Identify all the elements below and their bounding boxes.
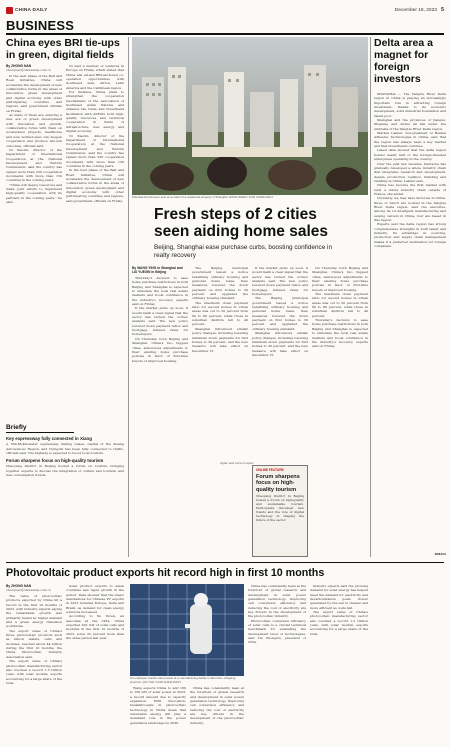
delta-paragraph: SHANGHAI — The Yangtze River Delta region in China is playing an increasingly important role in attracting foreign investment, thanks to its economic development, solid industrial foundation and talent pool. — [374, 92, 446, 118]
page-number: 5 — [440, 7, 444, 13]
feature-tag: ONLINE FEATURE — [256, 468, 284, 472]
bri-email: zhongnan@chinadaily.com.cn — [6, 68, 51, 72]
solar-paragraph: China has consistently been at the forefront of global research and development in solar power generation technology. Improving cell conversion efficiency and reducing the cost of electricity are key drivers in the development of the photovoltaic industry. — [248, 584, 306, 619]
delta-paragraph: Latest data showed that the delta region hosted nearly half of the foreign-invested enterprises operating in the country. — [374, 148, 446, 162]
main-column-4 — [312, 266, 368, 558]
bri-paragraph: Ni Xiaolin, director of the Department of International Cooperation at the National Development and Reform Commission, said the country has signed more than 230 cooperation documents with more than 150 countries in the coming years. — [66, 133, 124, 168]
bri-headline: China eyes BRI tie-ups in green, digital fields — [6, 37, 120, 61]
main-deck: Beijing, Shanghai ease purchase curbs, boosting confidence in realty recovery — [154, 244, 332, 259]
column-divider — [370, 37, 371, 557]
logo-mark-icon — [6, 7, 13, 14]
solar-headline: Photovoltaic product exports hit record high in first 10 months — [6, 567, 325, 579]
delta-paragraph: China has become the first market with such a whole industry chain outside of France, she added. — [374, 183, 446, 196]
main-byline: By WANG YING in Shanghai and LIU YUEXIN in Beijing — [132, 266, 183, 274]
main-paragraph: If the market picks up soon, it would mark a clear signal that the sector has turned the corner, analysts said. The new policy lowered down payment ratios and mortgage interest rates for homebuyers. — [252, 266, 308, 297]
delta-headline: Delta area a magnet for foreign investors — [374, 37, 433, 85]
brief-headline: Forum sharpens focus on high-quality tourism — [6, 458, 104, 464]
bri-column-1 — [6, 64, 62, 419]
main-paragraph: The Beijing municipal government issued a notice redefining ordinary housing and personal home loans. New measures lowered the down payment on first homes to 30 percent and upgraded the ordinary housing standard. — [252, 296, 308, 331]
main-paragraph: Thursday's decision to ease home purchase restrictions in both Beijing and Shanghai is expected to stimulate the local real estate markets and boost confidence in the industry's recovery, experts said on Friday. — [312, 318, 368, 349]
solar-paragraph: The export value of China's photovoltaic manufacturing sector also touched a record 1.5 trillion yuan, with solar module exports accounting for a large share of the total. — [310, 610, 368, 636]
bri-paragraph: In the next phase of the Belt and Road Initiative, China will accelerate the development of new collaborative forms in the areas of innovation, green development and digital economy with other participating countries and regions, said government officials on Friday. — [6, 74, 62, 113]
section-title: BUSINESS — [6, 18, 75, 33]
column-divider — [128, 37, 129, 557]
delta-paragraph: Markus Lakner, vice-president of Henkel Adhesive Technologies in China, said that the region has always been a key market and that investments continue. — [374, 131, 446, 149]
solar-column-2 — [66, 584, 124, 744]
brief-headline: Key expressway fully connected in Xiang — [6, 436, 92, 441]
solar-email: zhongnan@chinadaily.com.cn — [6, 588, 51, 592]
feature-box[interactable] — [252, 465, 308, 557]
main-column-2 — [192, 266, 248, 558]
issue-date: December 18, 2023 — [394, 7, 437, 13]
brief-body: A 369.86-kilometer expressway linking Lhasa, capital of the Xizang Autonomous Region, and Nyingchi has been fully connected to traffic, officials said. The highway is expected to boost local tourism. — [6, 442, 124, 455]
delta-paragraph: Currently, we may have factories in China, three of which are located in the Yangtze River Delta region, said one executive. Among its 14 intelligent manufacturing and sewing centers in China, four are based in this region. — [374, 196, 446, 222]
solar-panel-photo — [130, 584, 244, 676]
feature-title: Forum sharpens focus on high-quality tourism — [256, 474, 300, 493]
paper-logo — [6, 7, 48, 14]
solar-paragraph: The value of photovoltaic products exported by China hit a record in the first 10 months of 2023, with industry experts saying the remarkable growth was primarily fueled by higher demand and a green energy transition worldwide. — [6, 594, 62, 629]
header-rule — [6, 33, 444, 35]
solar-photo — [130, 584, 244, 676]
solar-column-3 — [130, 686, 186, 744]
solar-photo-caption: An employee checks solar panels at a manufacturing facility in Wenzhou, Zhejiang province. QIU YAN / FOR CHINA DAILY — [130, 676, 236, 684]
solar-paragraph: Solar product exports to Asian countries saw rapid growth in the period. Data showed that the major destinations for Chinese PV exports in 2023 included Europe, India and Brazil, as demand for clean energy solutions increased. — [66, 584, 124, 615]
briefly-label: Briefly — [6, 424, 27, 431]
delta-paragraph: Over the past few decades, Deutsche has gradually developed a whole industry chain that integrates research and development, design, production, logistics, branding and retailing in China, Lakner said. — [374, 161, 446, 183]
masthead — [6, 4, 444, 16]
main-paragraph: Thursday's decision to ease home purchase restrictions in both Beijing and Shanghai is expected to stimulate the local real estate markets and boost confidence in the industry's recovery, experts said on Friday. — [132, 276, 188, 307]
main-paragraph: The maximum down payment ratio for second homes in urban areas was cut to 50 percent from 60 to 80 percent, while those in suburban districts fell to 40 percent. — [312, 292, 368, 318]
delta-paragraph: Shanghai and the provinces of Jiangsu, Zhejiang and Anhui all fall under the umbrella of the Yangtze River Delta region. — [374, 118, 446, 131]
main-photo-caption: Potential homebuyers look at a model of a residential property in Shanghai. HONG ZHEN / FOR CHINA DAILY — [132, 195, 274, 199]
briefly-rule — [6, 432, 74, 433]
solar-column-4 — [190, 686, 244, 744]
delta-column — [374, 92, 446, 558]
solar-column-6 — [310, 584, 368, 744]
bri-paragraph: In the next phase of the Belt and Road Initiative, China will accelerate the development of new collaborative forms in the areas of innovation, green development and digital economy with other participating countries and regions, said government officials on Friday. — [66, 168, 124, 203]
delta-paragraph: Experts said the delta region has strong comprehensive strengths in both talent and industry. Its advantage in sourcing, production and supply chain management makes it a preferred destination for foreign companies. — [374, 222, 446, 249]
bri-paragraph: For instance, China plans to strengthen the cooperation mechanisms of the Association of Southeast Asian Nations and enhance the trade and investment facilitation with ASEAN, both high-quality resources and technical cooperation in fields of infrastructure, new energy and digital economy. — [66, 90, 124, 134]
solar-paragraph: The export value of China's three photovoltaic products such as silicon wafers, cells and modules, reached about 44 billion during the first 10 months, the China Photovoltaic Industry Association said. — [6, 628, 62, 659]
main-paragraph: The Beijing municipal government issued a notice redefining ordinary housing and personal home loans. New measures lowered the down payment on first homes to 30 percent and upgraded the ordinary housing standard. — [192, 266, 248, 301]
main-headline: Fresh steps of 2 cities seen aiding home sales — [154, 206, 329, 240]
solar-paragraph: The export value of China's photovoltaic manufacturing sector also touched a record 1.5 trillion yuan, with solar module exports accounting for a large share of the total. — [6, 659, 62, 685]
main-paragraph: Shanghai introduced similar policy changes, including lowering minimum down payments for first homes to 30 percent, and the new measure will take effect on December 15. — [252, 331, 308, 357]
main-paragraph: If the market picks up soon, it would mark a clear signal that the sector has turned the corner, analysts said. The new policy lowered down payment ratios and mortgage interest rates for homebuyers. — [132, 306, 188, 337]
bri-paragraph: Ni said a number of ventures in Europe on Friday, which stated that China will extend BRI-anchored co-operation opportunities with Southeast Asia, Africa, Latin America and the Caribbean region. — [66, 64, 124, 90]
solar-paragraph: According to Xu Yuren, an associate at the CPIA, China exported 205 GW of solar cells and modules in the first 10 months of 2023, some 35 percent more than the same period last year. — [66, 614, 124, 641]
solar-paragraph: Industry experts said the growing demand for solar energy has helped meet the demand for electricity and decarbonization goals. Power generated by the sun is cleaner and more efficient as costs fall. — [310, 584, 368, 610]
bri-paragraph: Ni Xiaolin, director of the Department of International Cooperation at the National Development and Reform Commission, said the country has signed more than 230 cooperation documents with more than 150 countries in the coming years. — [6, 147, 62, 183]
solar-paragraph: Wang expects China to add 160 to 180 GW of solar power in 2023, a record amount due to capacity expansion. With innovation, breakthroughs in photovoltaic technology in China mean that renewable energy will play a dominant role in the power generation landscape by 2030. — [130, 686, 186, 725]
feature-body: Chaoyang District in Beijing hosted a forum on high-quality and sustainable tourism. Participants discussed new trends and the role of digital technology in shaping the future of the sector. — [256, 493, 304, 523]
main-paragraph: On Thursday, both Beijing and Shanghai, China's two biggest cities, announced adjustments to their existing home purchase policies in favor of first-time buyers of improved housing. — [312, 266, 368, 292]
bri-column-2 — [66, 64, 124, 419]
delta-credit: XINHUA — [434, 552, 446, 556]
solar-column-1 — [6, 584, 62, 744]
see-more-note: Upper and more in topics — [220, 461, 254, 465]
main-photo — [132, 37, 368, 195]
solar-paragraph: China has consistently been at the forefront of global research and development in solar power generation technology. Improving cell conversion efficiency and reducing the cost of electricity are key drivers in the development of the photovoltaic industry. — [190, 686, 244, 725]
main-column-3 — [252, 266, 308, 456]
solar-paragraph: Photovoltaic conversion efficiency of solar cells is a crucial technical benchmark for evaluating the development level of technologies, said Lin Zhongxiu, president of CPIA. — [248, 618, 306, 645]
main-paragraph: Shanghai introduced similar policy changes, including lowering minimum down payments for first homes to 30 percent, and the new measure will take effect on December 15. — [192, 326, 248, 353]
main-column-1 — [132, 266, 188, 558]
brief-body: Chaoyang District in Beijing hosted a forum on tourism, bringing together experts to discuss the integration of culture and tourism, and new consumption trends. — [6, 464, 124, 478]
main-paragraph: The maximum down payment ratio for second homes in urban areas was cut to 50 percent from 60 to 80 percent, while those in suburban districts fell to 40 percent. — [192, 300, 248, 327]
bri-paragraph: As many of them are entering a new era of green development with innovation and growth, collaborative forms with them on accelerated projects, healthcare and new technologies can deepen cooperation and produce win-win outcomes, officials said. — [6, 113, 62, 148]
solar-byline: By ZHONG NAN — [6, 584, 32, 588]
bottom-story-rule — [6, 562, 444, 563]
paper-name: CHINA DAILY — [15, 7, 48, 13]
bri-paragraph: "China will deploy resources and make joint efforts to implement high-quality cooperation with its partners in the coming years," he said. — [6, 182, 62, 204]
solar-column-5 — [248, 584, 306, 744]
residential-model-photo — [132, 37, 368, 195]
bri-byline: By ZHONG NAN — [6, 64, 32, 68]
briefly-items — [6, 436, 124, 558]
main-paragraph: On Thursday, both Beijing and Shanghai, China's two biggest cities, announced adjustments to their existing home purchase policies in favor of first-time buyers of improved housing. — [132, 336, 188, 363]
